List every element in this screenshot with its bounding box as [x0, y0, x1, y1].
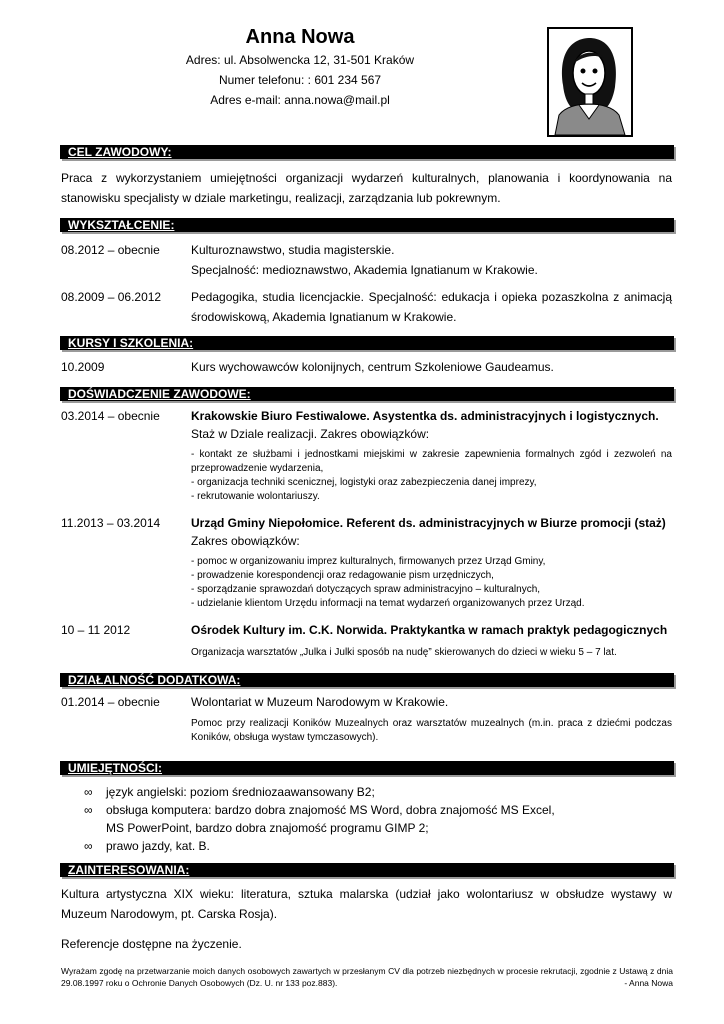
- education-description: Pedagogika, studia licencjackie. Specjalność: edukacja i opieka pozaszkolna z animacją środowiskową, Akademia Ignatianum w Krakowie.: [191, 290, 672, 324]
- experience-duty: - organizacja techniki scenicznej, logistyki oraz zabezpieczenia danej imprezy,: [191, 477, 537, 488]
- section-experience-header: DOŚWIADCZENIE ZAWODOWE:: [60, 387, 674, 401]
- infinity-bullet-icon: ∞: [84, 785, 93, 799]
- skill-text: obsługa komputera: bardzo dobra znajomość MS Word, dobra znajomość MS Excel,: [106, 803, 555, 817]
- education-date: 08.2009 – 06.2012: [61, 290, 162, 304]
- education-specialization: Specjalność: medioznawstwo, Akademia Ignatianum w Krakowie.: [191, 263, 538, 277]
- section-interests-header: ZAINTERESOWANIA:: [60, 863, 674, 877]
- skill-continuation: MS PowerPoint, bardzo dobra znajomość programu GIMP 2;: [106, 821, 429, 835]
- experience-description: [191, 620, 672, 660]
- email-address: Adres e-mail: anna.nowa@mail.pl: [210, 93, 390, 107]
- skill-text: język angielski: poziom średniozaawansowany B2;: [106, 785, 375, 799]
- extra-date: 01.2014 – obecnie: [61, 695, 160, 709]
- education-date: 08.2012 – obecnie: [61, 243, 160, 257]
- education-degree: Kulturoznawstwo, studia magisterskie.: [191, 243, 395, 257]
- extra-description: [191, 692, 672, 745]
- infinity-bullet-icon: ∞: [84, 839, 93, 853]
- course-date: 10.2009: [61, 360, 105, 374]
- experience-subtitle: Staż w Dziale realizacji. Zakres obowiązków:: [191, 427, 430, 441]
- skill-text: prawo jazdy, kat. B.: [106, 839, 210, 853]
- experience-subtitle: Zakres obowiązków:: [191, 534, 300, 548]
- experience-title: [191, 620, 672, 640]
- consent-text: Wyrażam zgodę na przetwarzanie moich danych osobowych zawartych w przesłanym CV dla potrzeb niezbędnych w procesie rekrutacji, zgodnie z Ustawą z dnia 29.08.1997 roku o Ochronie Danych Osobowych (Dz. U. nr 133 poz.883).: [61, 966, 673, 988]
- skills-list: [84, 783, 674, 855]
- section-extra-header: DZIAŁALNOŚĆ DODATKOWA:: [60, 673, 674, 687]
- experience-duty: - sporządzanie sprawozdań dotyczących spraw administracyjno – kulturalnych,: [191, 584, 541, 595]
- phone-number: Numer telefonu: : 601 234 567: [218, 73, 382, 87]
- experience-title: Urząd Gminy Niepołomice. Referent ds. administracyjnych w Biurze promocji (staż): [191, 516, 666, 530]
- portrait-drawing-icon: [549, 29, 631, 135]
- address: Adres: ul. Absolwencka 12, 31-501 Kraków: [185, 53, 415, 67]
- references-note: Referencje dostępne na życzenie.: [61, 937, 242, 951]
- skill-item: [84, 783, 674, 801]
- experience-duty: - kontakt ze służbami i jednostkami miejskimi w zakresie zapewnienia formalnych zgód i zezwoleń na przeprowadzenie wydarzenia,: [191, 449, 672, 474]
- infinity-bullet-icon: ∞: [84, 803, 93, 817]
- career-goal-text: Praca z wykorzystaniem umiejętności organizacji wydarzeń kulturalnych, planowania i koordynowania na stanowisku specjalisty w dziale marketingu, realizacji, zarządzania lub pokrewnym.: [61, 171, 672, 205]
- course-description: Kurs wychowawców kolonijnych, centrum Szkoleniowe Gaudeamus.: [191, 360, 554, 374]
- experience-duty: Organizacja warsztatów „Julka i Julki sposób na nudę” skierowanych do dzieci w wieku 5 – 7 lat.: [191, 647, 617, 658]
- interests-text: Kultura artystyczna XIX wieku: literatura, sztuka malarska (udział jako wolontariusz w obsłudze wystawy w Muzeum Narodowym, pt. Carska Rosja).: [61, 887, 672, 921]
- education-description: [191, 240, 672, 280]
- section-education-header: WYKSZTAŁCENIE:: [60, 218, 674, 232]
- section-goal-header: CEL ZAWODOWY:: [60, 145, 674, 159]
- experience-title: Krakowskie Biuro Festiwalowe. Asystentka ds. administracyjnych i logistycznych.: [191, 409, 659, 423]
- experience-date: 11.2013 – 03.2014: [61, 516, 161, 530]
- cv-header: [60, 24, 540, 110]
- skill-item: [84, 837, 674, 855]
- experience-duty: - udzielanie klientom Urzędu informacji na temat wydarzeń organizowanych przez Urząd.: [191, 598, 585, 609]
- experience-duty: - prowadzenie korespondencji oraz redagowanie pism urzędniczych,: [191, 570, 494, 581]
- experience-employer: Ośrodek Kultury im. C.K. Norwida: [191, 623, 384, 637]
- experience-role: . Praktykantka w ramach praktyk pedagogicznych: [383, 623, 668, 637]
- consent-signature: - Anna Nowa: [624, 978, 673, 988]
- data-consent-clause: [61, 965, 673, 989]
- extra-title: Wolontariat w Muzeum Narodowym w Krakowie.: [191, 695, 449, 709]
- section-skills-header: UMIEJĘTNOŚCI:: [60, 761, 674, 775]
- experience-date: 10 – 11 2012: [61, 623, 131, 637]
- experience-date: 03.2014 – obecnie: [61, 409, 160, 423]
- section-courses-header: KURSY I SZKOLENIA:: [60, 336, 674, 350]
- experience-description: [191, 513, 672, 611]
- experience-description: [191, 406, 672, 504]
- profile-photo: [547, 27, 633, 137]
- experience-duty: - rekrutowanie wolontariuszy.: [191, 491, 320, 502]
- candidate-name: Anna Nowa: [245, 26, 355, 48]
- experience-duty: - pomoc w organizowaniu imprez kulturalnych, firmowanych przez Urząd Gminy,: [191, 556, 546, 567]
- skill-item: [84, 801, 674, 819]
- extra-detail: Pomoc przy realizacji Koników Muzealnych oraz warsztatów muzealnych (m.in. praca z dziećmi podczas Koników, obsługa wystaw tymczasowych).: [191, 718, 672, 743]
